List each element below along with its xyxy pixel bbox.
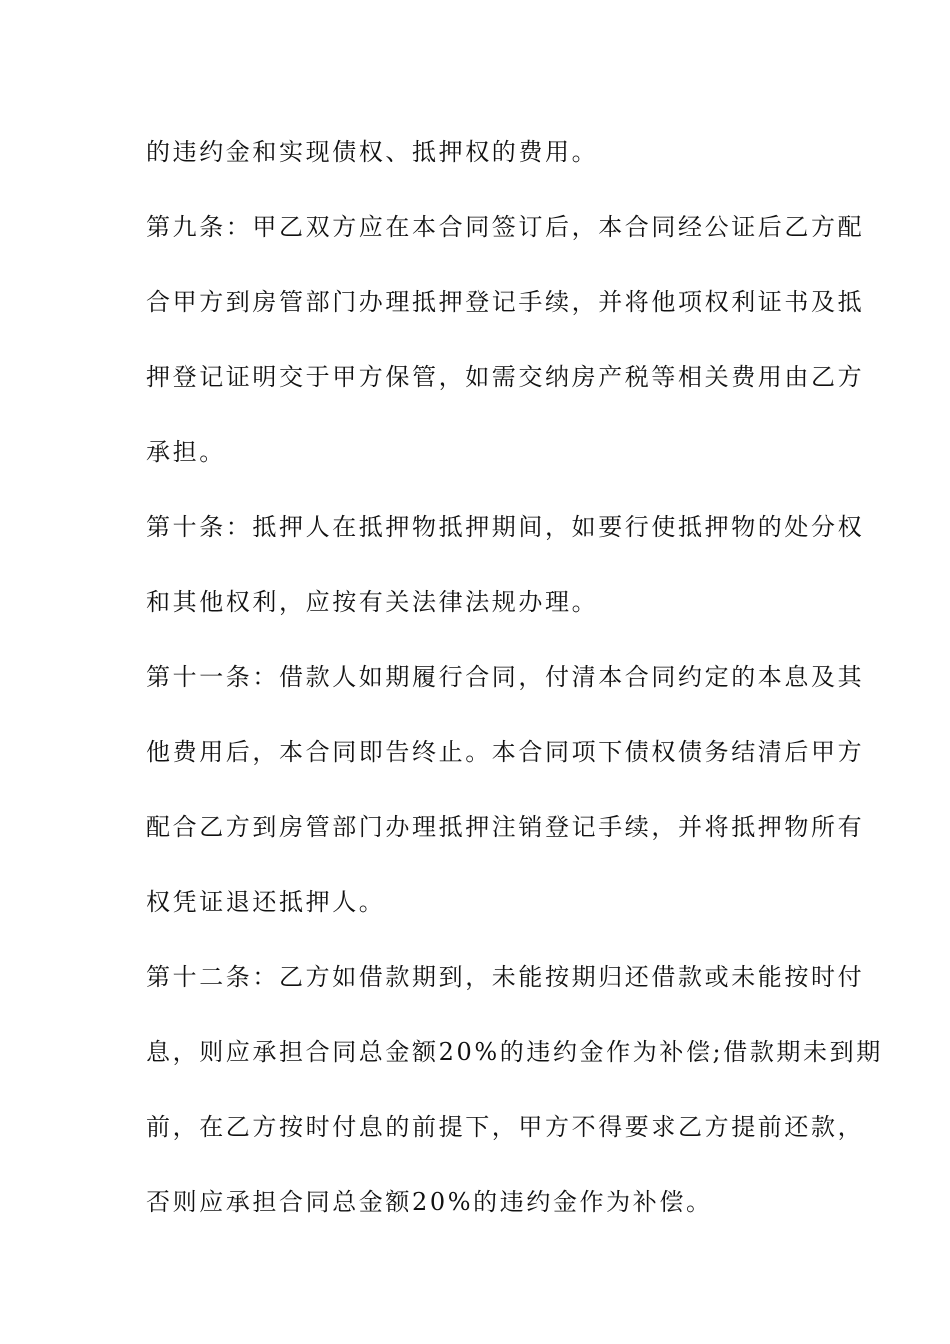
text-line: 合甲方到房管部门办理抵押登记手续，并将他项权利证书及抵 xyxy=(146,288,865,316)
text-line: 息，则应承担合同总金额20%的违约金作为补偿;借款期未到期 xyxy=(146,1038,883,1066)
text-line: 和其他权利，应按有关法律法规办理。 xyxy=(146,588,599,616)
text-line: 押登记证明交于甲方保管，如需交纳房产税等相关费用由乙方 xyxy=(146,363,865,391)
article-11-line: 第十一条：借款人如期履行合同，付清本合同约定的本息及其 xyxy=(146,663,865,691)
article-9-line: 第九条：甲乙双方应在本合同签订后，本合同经公证后乙方配 xyxy=(146,213,865,241)
text-line: 否则应承担合同总金额20%的违约金作为补偿。 xyxy=(146,1188,713,1216)
text-line: 的违约金和实现债权、抵押权的费用。 xyxy=(146,138,599,166)
article-12-line: 第十二条：乙方如借款期到，未能按期归还借款或未能按时付 xyxy=(146,963,865,991)
text-line: 权凭证退还抵押人。 xyxy=(146,888,386,916)
text-line: 前，在乙方按时付息的前提下，甲方不得要求乙方提前还款， xyxy=(146,1113,865,1141)
text-line: 承担。 xyxy=(146,438,226,466)
text-line: 他费用后，本合同即告终止。本合同项下债权债务结清后甲方 xyxy=(146,738,865,766)
text-line: 配合乙方到房管部门办理抵押注销登记手续，并将抵押物所有 xyxy=(146,813,865,841)
article-10-line: 第十条：抵押人在抵押物抵押期间，如要行使抵押物的处分权 xyxy=(146,513,865,541)
